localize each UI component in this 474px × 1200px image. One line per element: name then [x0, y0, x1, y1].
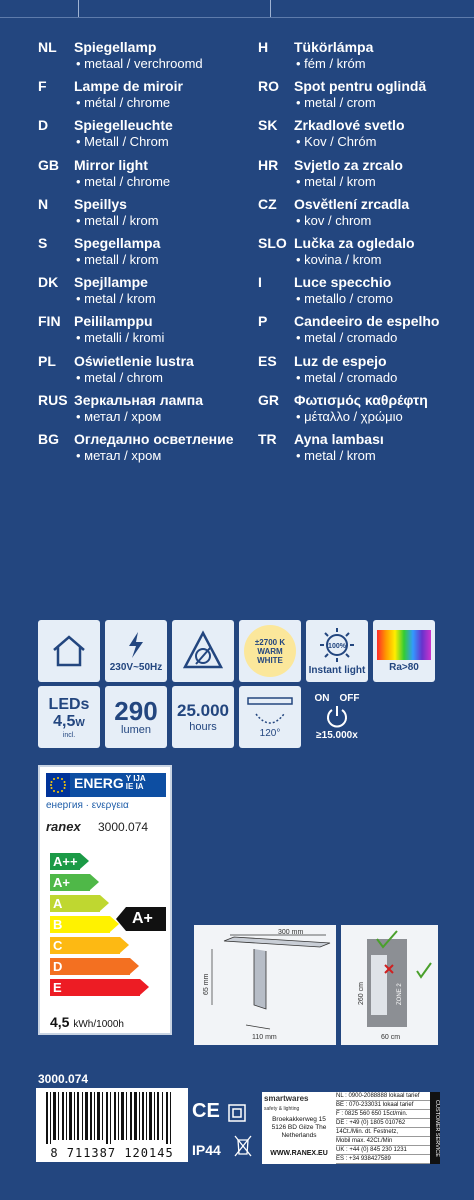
language-code: BG: [38, 431, 59, 447]
width-dimension: 300 mm: [278, 929, 304, 936]
product-name: Osvětlení zrcadla: [294, 195, 410, 212]
leds-watt: 4,5: [53, 712, 76, 730]
beam-angle-icon: [239, 686, 301, 748]
energy-suffix-2: IE IA: [125, 782, 144, 791]
color-rendering-icon: [373, 620, 435, 682]
product-name: Огледално осветление: [74, 431, 234, 447]
product-material: • metal / krom: [296, 173, 376, 189]
product-material: • fém / króm: [296, 56, 366, 71]
language-code: SLO: [258, 235, 287, 251]
product-name: Luz de espejo: [294, 352, 387, 369]
energy-class-bar: C: [50, 937, 120, 954]
language-code: NL: [38, 39, 57, 55]
language-code: TR: [258, 431, 277, 447]
weee-bin-icon: [234, 1134, 252, 1158]
product-name: Zrkadlové svetlo: [294, 117, 405, 134]
energy-model: 3000.074: [98, 820, 149, 834]
product-name: Speillys: [74, 195, 127, 212]
brand-name: smartwares: [264, 1094, 309, 1103]
customer-service-label: CUSTOMER SERVICE: [430, 1092, 440, 1164]
product-material: • metalli / kromi: [76, 330, 165, 346]
product-material: • métal / chrome: [76, 95, 171, 111]
energy-class-bar: E: [50, 979, 140, 996]
product-material: • μέταλλο / χρώμιο: [296, 408, 403, 424]
product-name: Spegellampa: [74, 235, 161, 251]
class-ii-icon: [228, 1104, 246, 1122]
product-name: Svjetlo za zrcalo: [294, 156, 403, 173]
language-code: FIN: [38, 313, 61, 330]
product-name: Oświetlenie lustra: [74, 352, 194, 369]
indoor-use-icon: [38, 620, 100, 682]
company-address: Broekakkerweg 15 5126 BD Gilze The Netherlands: [271, 1116, 327, 1139]
service-row: BE : 070-233031 lokaal tarief: [336, 1101, 430, 1110]
leds-label: LEDs: [48, 695, 90, 713]
white-label: WHITE: [257, 655, 283, 665]
not-dimmable-icon: [172, 620, 234, 682]
service-row: NL : 0900-2088888 lokaal tarief: [336, 1092, 430, 1101]
service-phone-table: [336, 1092, 430, 1164]
product-material: • metaal / verchroomd: [76, 56, 203, 71]
product-name: Spiegellamp: [74, 39, 157, 55]
color-rendering-label: Ra>80: [389, 661, 419, 673]
brand-tagline: safety & lighting: [264, 1106, 300, 1112]
product-name: Mirror light: [74, 156, 148, 173]
language-code: CZ: [258, 195, 277, 212]
product-name: Luce specchio: [294, 274, 392, 291]
zone-width: 60 cm: [381, 1034, 401, 1041]
switch-cycles-icon: [306, 686, 368, 748]
certification-marks: [192, 1100, 258, 1164]
language-code: GB: [38, 156, 59, 173]
energy-kwh-value: 4,5: [50, 1014, 70, 1030]
energy-rating-arrow: A+: [126, 907, 166, 931]
zone-label: ZONE 2: [397, 983, 403, 1005]
warm-white-icon: [239, 620, 301, 682]
lumen-icon: [105, 686, 167, 748]
instant-light-label: Instant light: [308, 664, 366, 676]
on-label: ON: [314, 693, 330, 704]
product-name: Lučka za ogledalo: [294, 235, 415, 251]
language-code: RUS: [38, 391, 68, 408]
product-name: Spiegelleuchte: [74, 117, 173, 134]
article-number: 3000.074: [38, 1072, 89, 1086]
energy-class-bar: D: [50, 958, 130, 975]
service-row: Mobil max. 42Ct./Min: [336, 1137, 430, 1146]
barcode-icon: [36, 1088, 188, 1146]
language-code: RO: [258, 78, 279, 95]
eu-flag-icon: [46, 773, 70, 797]
lifetime-icon: [172, 686, 234, 748]
barcode: [36, 1088, 188, 1162]
depth-dimension: 110 mm: [252, 1034, 277, 1041]
service-row: ES : +34 938427589: [336, 1155, 430, 1164]
barcode-number: 8 711387 120145: [50, 1146, 174, 1160]
product-material: • metal / cromado: [296, 330, 398, 346]
height-dimension: 65 mm: [203, 973, 210, 995]
language-code: SK: [258, 117, 278, 134]
color-temperature: ±2700 K: [254, 637, 286, 647]
instant-light-icon: [306, 620, 368, 682]
product-material: • Kov / Chróm: [296, 134, 377, 150]
energy-brand: ranex: [46, 819, 81, 834]
language-code: I: [258, 274, 262, 291]
energy-suffix-1: Y IJA: [125, 774, 146, 783]
product-name: Lampe de miroir: [74, 78, 183, 95]
flap-crease: [78, 0, 79, 18]
feature-icons-row-1: [38, 620, 438, 684]
product-material: • metall / krom: [76, 212, 159, 228]
smartwares-logo: [264, 1094, 308, 1112]
hours-value: 25.000: [177, 701, 229, 720]
product-name: Зеркальная лампа: [74, 391, 203, 408]
product-material: • metal / cromado: [296, 369, 398, 385]
product-material: • kov / chrom: [296, 212, 372, 228]
product-material: • metal / crom: [296, 95, 376, 111]
voltage-label: 230V~50Hz: [109, 661, 163, 673]
warm-label: WARM: [257, 646, 283, 656]
language-code: D: [38, 117, 49, 134]
leds-incl: incl.: [62, 731, 76, 739]
service-row: 14Ct./Min. dt. Festnetz,: [336, 1128, 430, 1137]
dimension-drawing: [194, 925, 336, 1045]
language-code: S: [38, 235, 48, 251]
product-material: • Metall / Chrom: [76, 134, 169, 150]
product-name: Peililamppu: [74, 313, 153, 330]
product-material: • метал / хром: [76, 448, 162, 463]
energy-class-bar: A: [50, 895, 100, 912]
customer-service-box: [262, 1092, 440, 1164]
energy-title: ENERG: [74, 775, 124, 791]
lumen-value: 290: [114, 696, 158, 726]
product-material: • metal / chrome: [76, 173, 171, 189]
product-material: • metal / krom: [296, 448, 376, 463]
instant-percent: 100%: [328, 642, 346, 650]
product-material: • metall / krom: [76, 252, 159, 267]
feature-icons-row-2: [38, 686, 438, 750]
beam-angle: 120°: [259, 728, 281, 739]
ip-rating: IP44: [192, 1142, 221, 1158]
off-label: OFF: [339, 693, 360, 704]
energy-class-bar: A+: [50, 874, 90, 891]
product-name: Spot pentru oglindă: [294, 78, 427, 95]
product-name: Candeeiro de espelho: [294, 313, 440, 330]
language-code: PL: [38, 352, 56, 369]
product-material: • metal / krom: [76, 291, 156, 307]
zone-height: 260 cm: [358, 982, 365, 1005]
product-material: • metal / chrom: [76, 369, 163, 385]
check-icon: [417, 963, 431, 977]
website[interactable]: WWW.RANEX.EU: [270, 1150, 328, 1157]
service-row: F : 0825 560 650 15ct/min.: [336, 1110, 430, 1119]
language-code: DK: [38, 274, 59, 291]
energy-subtitle: енергия · ενεργεια: [46, 800, 129, 811]
service-row: UK : +44 (0) 845 230 1231: [336, 1146, 430, 1155]
energy-label: [38, 765, 172, 1035]
leds-unit: W: [75, 717, 85, 729]
led-power-icon: [38, 686, 100, 748]
energy-header: [46, 773, 166, 797]
language-code: H: [258, 39, 269, 55]
language-code: N: [38, 195, 49, 212]
product-material: • metallo / cromo: [296, 291, 394, 307]
product-name: Tükörlámpa: [294, 39, 374, 55]
top-flap: [0, 0, 474, 18]
product-name: Spejllampe: [74, 274, 148, 291]
product-material: • метал / хром: [76, 408, 162, 424]
product-material: • kovina / krom: [296, 252, 382, 267]
language-code: P: [258, 313, 268, 330]
ce-mark-icon: CE: [192, 1100, 220, 1122]
energy-class-bar: A++: [50, 853, 80, 870]
language-code: HR: [258, 156, 279, 173]
language-code: ES: [258, 352, 277, 369]
energy-kwh-unit: kWh/1000h: [73, 1019, 124, 1030]
switch-cycles: ≥15.000x: [316, 730, 358, 741]
bathroom-zone-drawing: [341, 925, 438, 1045]
energy-class-bar: B: [50, 916, 110, 933]
product-name: Ayna lambası: [294, 431, 384, 447]
product-name: Φωτισμός καθρέφτη: [294, 391, 428, 408]
voltage-icon: [105, 620, 167, 682]
hours-label: hours: [189, 721, 217, 733]
language-code: GR: [258, 391, 279, 408]
flap-crease: [270, 0, 271, 18]
flap-edge: [0, 17, 474, 18]
language-code: F: [38, 78, 47, 95]
lumen-label: lumen: [121, 724, 151, 736]
service-row: DE : +49 (0) 1805 010762: [336, 1119, 430, 1128]
